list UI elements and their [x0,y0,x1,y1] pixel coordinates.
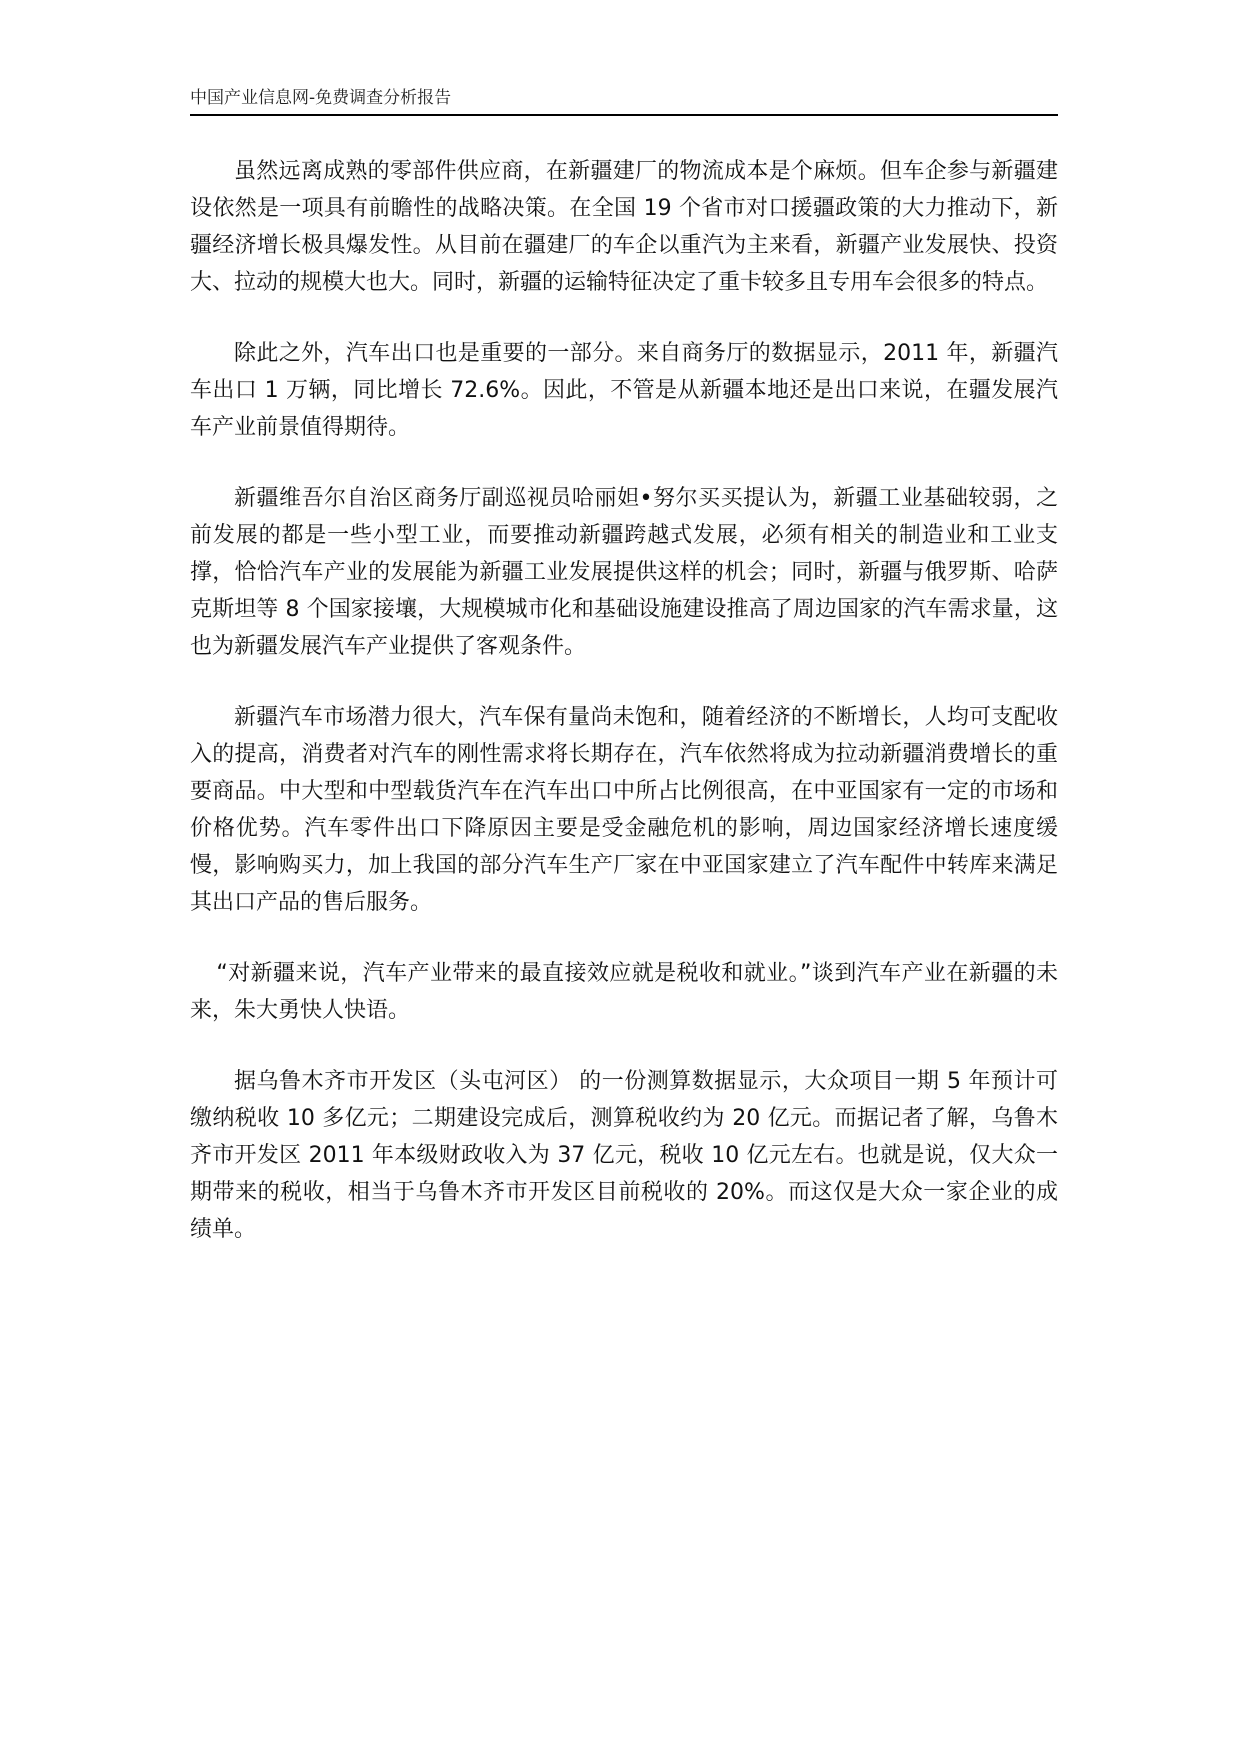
page-header [190,86,1058,116]
paragraph-logistics-strategy: 虽然远离成熟的零部件供应商，在新疆建厂的物流成本是个麻烦。但车企参与新疆建设依然是一项具有前瞻性的战略决策。在全国 19 个省市对口援疆政策的大力推动下，新疆经济增长极具爆发性。从目前在疆建厂的车企以重汽为主来看，新疆产业发展快、投资大、拉动的规模大也大。同时，新疆的运输特征决定了重卡较多且专用车会很多的特点。 [190,159,1058,295]
paragraph-car-exports: 除此之外，汽车出口也是重要的一部分。来自商务厅的数据显示，2011 年，新疆汽车出口 1 万辆，同比增长 72.6%。因此，不管是从新疆本地还是出口来说，在疆发展汽车产业前景值得期待。 [190,341,1058,440]
paragraph-tax-estimate: 据乌鲁木齐市开发区（头屯河区） 的一份测算数据显示，大众项目一期 5 年预计可缴纳税收 10 多亿元；二期建设完成后，测算税收约为 20 亿元。而据记者了解，乌鲁木齐市开发区 2011 年本级财政收入为 37 亿元，税收 10 亿元左右。也就是说，仅大众一期带来的税收，相当于乌鲁木齐市开发区目前税收的 20%。而这仅是大众一家企业的成绩单。 [190,1069,1058,1242]
paragraph-industrial-base: 新疆维吾尔自治区商务厅副巡视员哈丽妲•努尔买买提认为，新疆工业基础较弱，之前发展的都是一些小型工业，而要推动新疆跨越式发展，必须有相关的制造业和工业支撑，恰恰汽车产业的发展能为新疆工业发展提供这样的机会；同时，新疆与俄罗斯、哈萨克斯坦等 8 个国家接壤，大规模城市化和基础设施建设推高了周边国家的汽车需求量，这也为新疆发展汽车产业提供了客观条件。 [190,486,1058,659]
header-divider [190,114,1058,116]
header-title: 中国产业信息网-免费调查分析报告 [190,88,452,108]
document-body [190,153,1058,1282]
paragraph-market-potential: 新疆汽车市场潜力很大，汽车保有量尚未饱和，随着经济的不断增长，人均可支配收入的提高，消费者对汽车的刚性需求将长期存在，汽车依然将成为拉动新疆消费增长的重要商品。中大型和中型载货汽车在汽车出口中所占比例很高，在中亚国家有一定的市场和价格优势。汽车零件出口下降原因主要是受金融危机的影响，周边国家经济增长速度缓慢，影响购买力，加上我国的部分汽车生产厂家在中亚国家建立了汽车配件中转库来满足其出口产品的售后服务。 [190,705,1058,915]
paragraph-quote-tax-employment: “对新疆来说，汽车产业带来的最直接效应就是税收和就业。”谈到汽车产业在新疆的未来，朱大勇快人快语。 [190,961,1058,1023]
